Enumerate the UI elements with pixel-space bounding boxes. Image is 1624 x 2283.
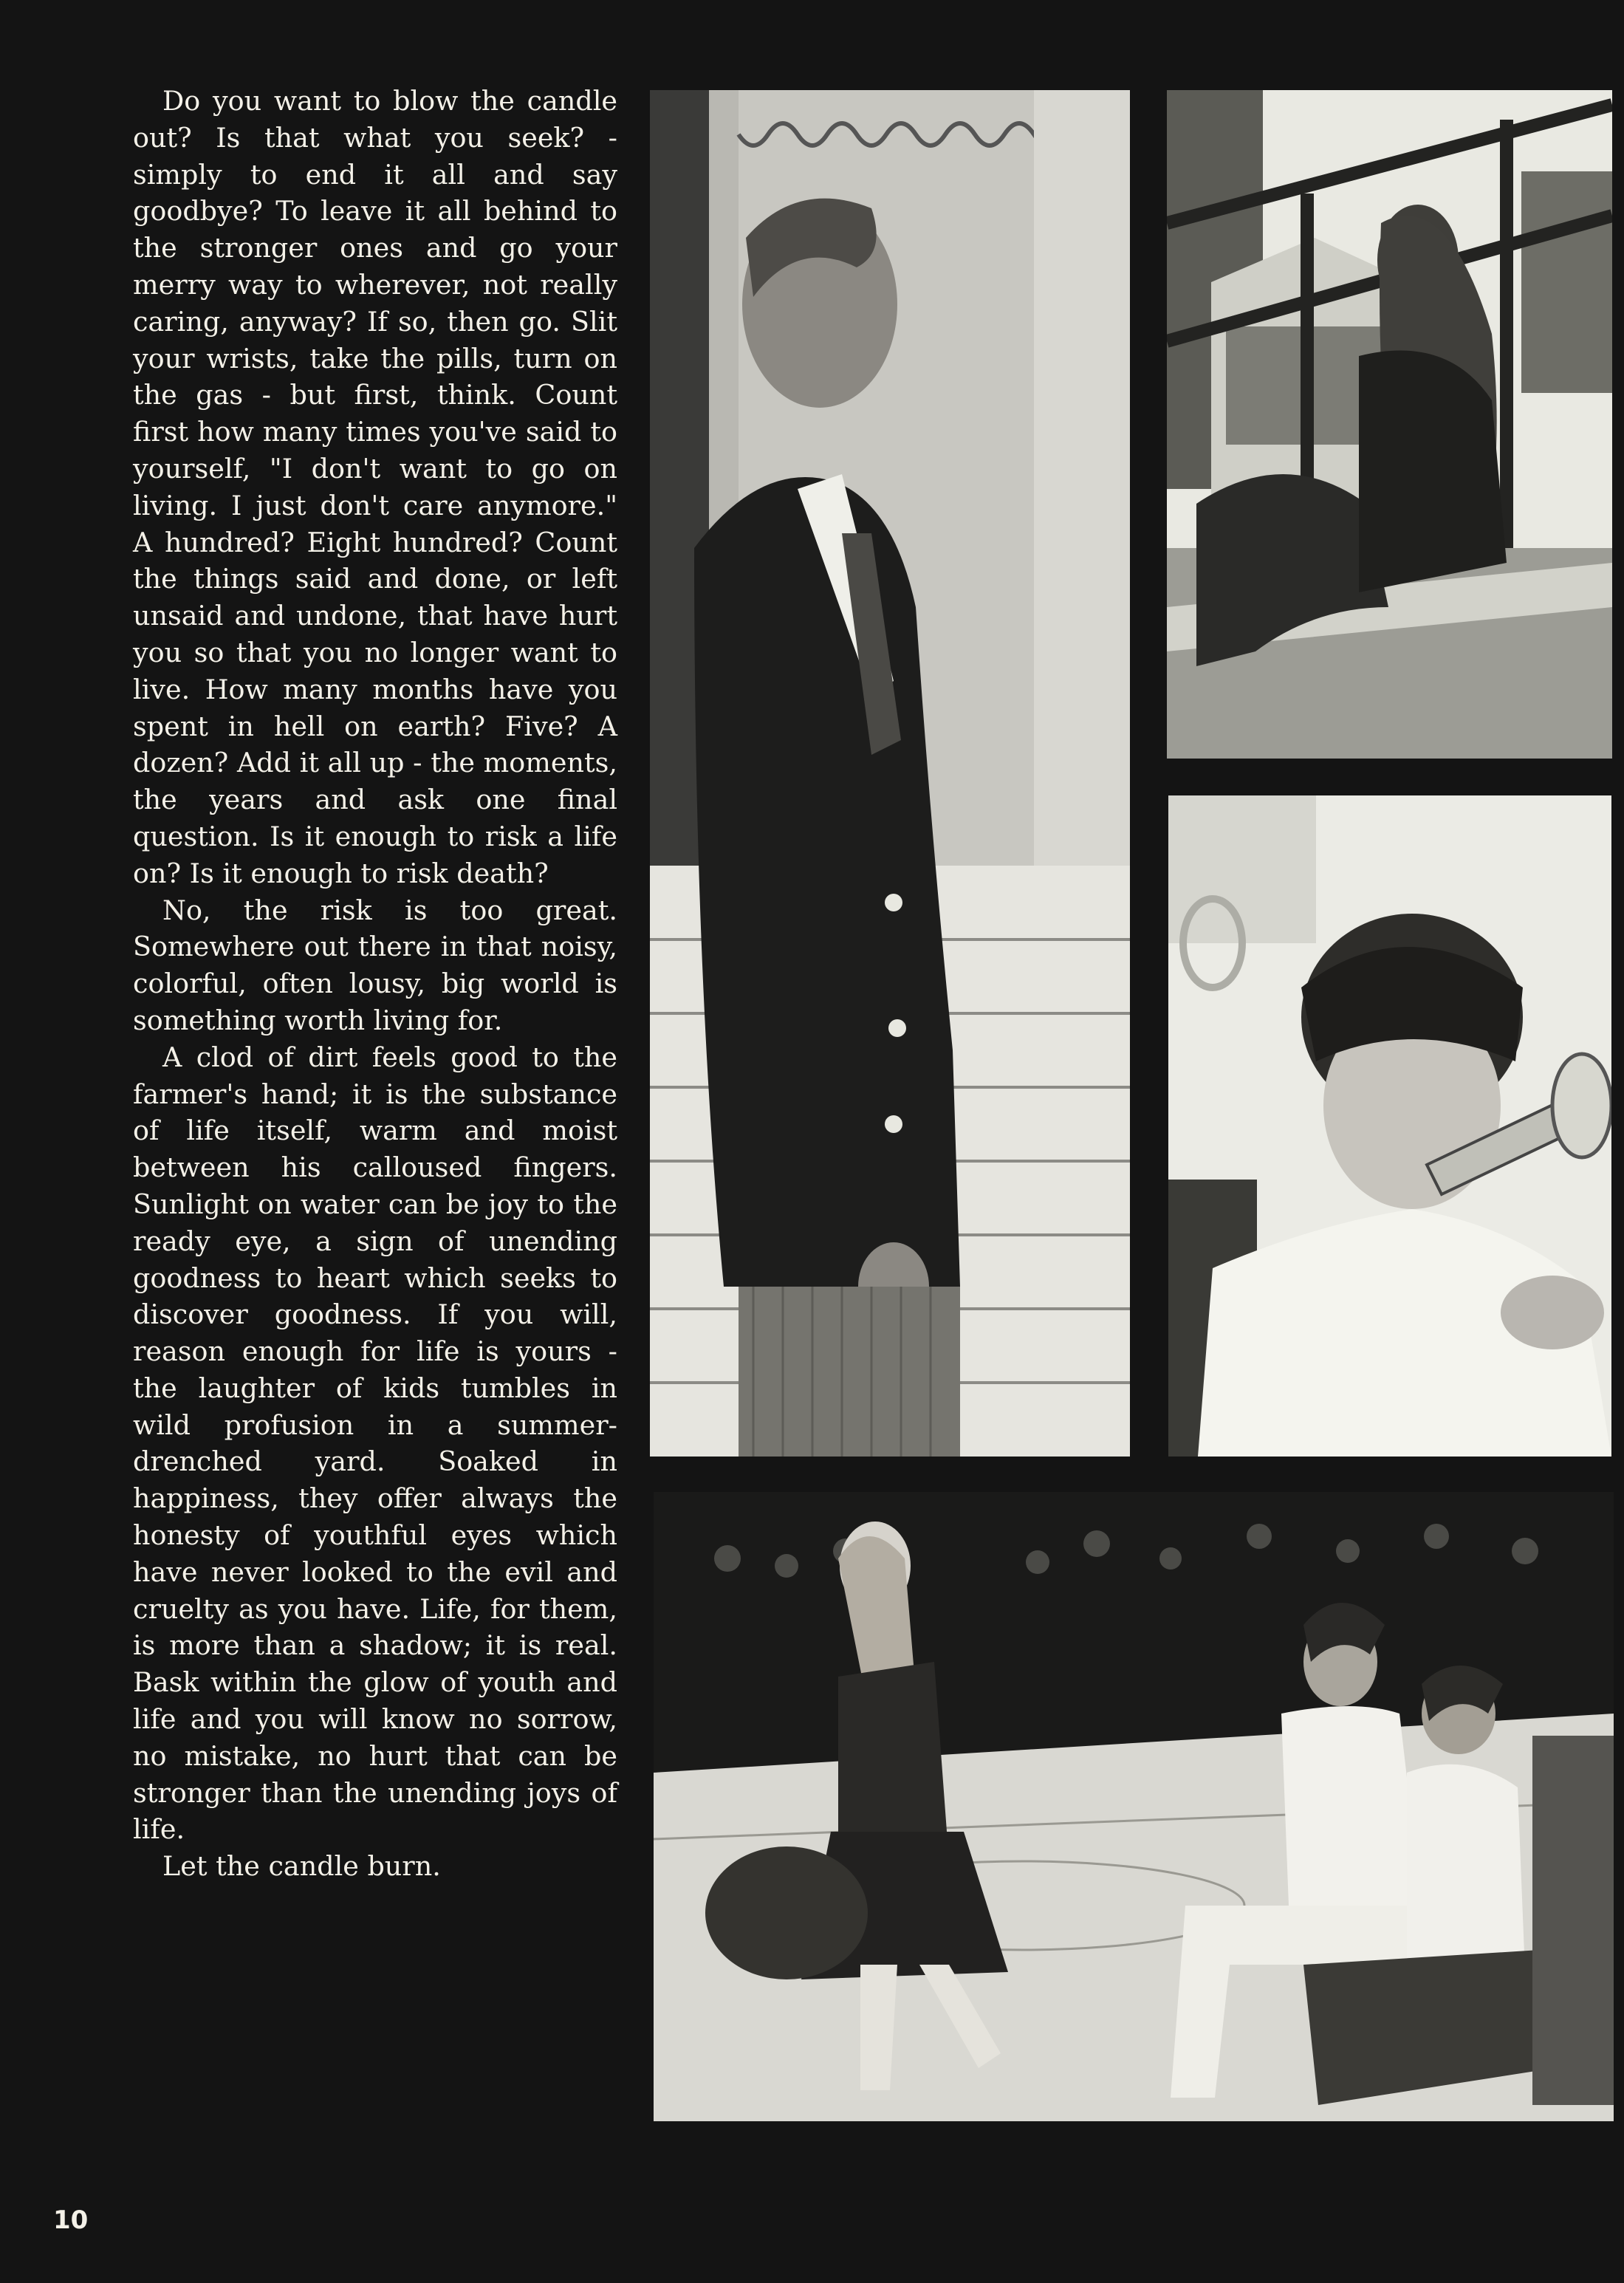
paragraph-2: No, the risk is too great. Somewhere out there in that noisy, colorful, often lousy, big world is something worth living for. — [133, 894, 617, 1036]
article-text — [133, 83, 617, 1885]
paragraph-1: Do you want to blow the candle out? Is that what you seek? - simply to end it all and say goodbye? To leave it all behind to the stronger ones and go your merry way to wherever, not really caring, anyway? If so, then go. Slit your wrists, take the pills, turn on the gas - but first, think. Count first how many times you've said to yourself, "I don't want to go on living. I just don't care anymore." A hundred? Eight hundred? Count the things said and done, or left unsaid and undone, that have hurt you so that you no longer want to live. How many months have you spent in hell on earth? Five? A dozen? Add it all up - the moments, the years and ask one final question. Is it enough to risk a life on? Is it enough to risk death? — [133, 85, 617, 889]
paragraph-4: Let the candle burn. — [162, 1850, 441, 1883]
photo-cheerleader-gym — [654, 1492, 1614, 2121]
paragraph-3: A clod of dirt feels good to the farmer's hand; it is the substance of life itself, warm and moist between his calloused fingers. Sunlight on water can be joy to the ready eye, a sign of unending goodness to heart which seeks to discover goodness. If you will, reason enough for life is yours - the laughter of kids tumbles in wild profusion in a summer-drenched yard. Soaked in happiness, they offer always the honesty of youthful eyes which have never looked to the evil and cruelty as you have. Life, for them, is more than a shadow; it is real. Bask within the glow of youth and life and you will know no sorrow, no mistake, no hurt that can be stronger than the unending joys of life. — [133, 1041, 617, 1846]
photo-girl-on-steps — [1167, 90, 1612, 759]
photo-trumpet-player — [1168, 795, 1611, 1457]
photo-man-in-blazer — [650, 90, 1130, 1457]
page-number: 10 — [53, 2205, 89, 2235]
